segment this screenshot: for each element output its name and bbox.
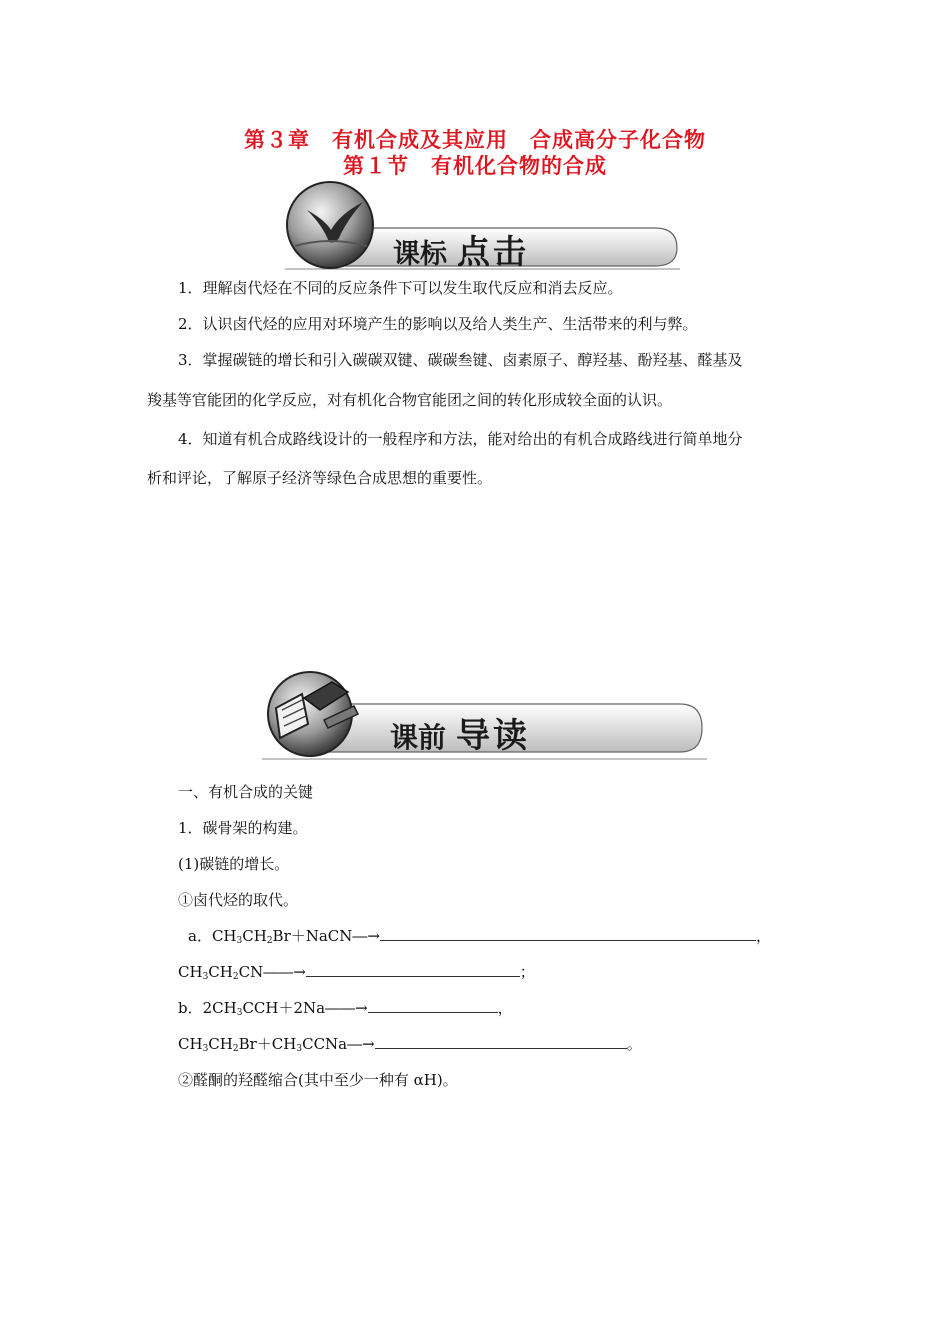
objective-2: 2．认识卤代烃的应用对环境产生的影响以及给人类生产、生活带来的利与弊。	[178, 315, 698, 333]
circle-item-aldol-condensation: ②醛酮的羟醛缩合(其中至少一种有 αH)。	[178, 1071, 458, 1089]
banner-course-standard	[285, 180, 680, 270]
answer-blank-b2[interactable]	[375, 1034, 627, 1049]
item-carbon-skeleton: 1．碳骨架的构建。	[178, 819, 308, 837]
subitem-chain-growth: (1)碳链的增长。	[178, 855, 290, 873]
equation-a2: $CH_3CH_2CN――\to$ ；	[178, 963, 535, 982]
equation-b2: $CH_3CH_2Br+CH_3CCNa―\to$ 。	[178, 1035, 642, 1054]
banner-preview-reading	[262, 668, 707, 762]
circle-item-halide-substitution: ①卤代烃的取代。	[178, 891, 299, 909]
equation-a1: a．$CH_3CH_2Br+NaCN―\to$ ，	[188, 927, 771, 946]
section-title: 第１节 有机化合物的合成	[343, 154, 607, 178]
answer-blank-b1[interactable]	[368, 998, 498, 1013]
answer-blank-a1[interactable]	[380, 926, 756, 941]
objective-4-cont: 析和评论，了解原子经济等绿色合成思想的重要性。	[147, 469, 493, 487]
objective-3-cont: 羧基等官能团的化学反应，对有机化合物官能团之间的转化形成较全面的认识。	[147, 391, 673, 409]
banner-preview-reading-label: 课前 导读	[390, 716, 531, 756]
objective-3: 3．掌握碳链的增长和引入碳碳双键、碳碳叁键、卤素原子、醇羟基、酚羟基、醛基及	[178, 351, 743, 369]
chapter-title: 第３章 有机合成及其应用 合成高分子化合物	[244, 128, 706, 152]
section-heading: 一、有机合成的关键	[178, 783, 314, 801]
equation-b1: b．$2CH_3CCH+2Na――\to$ ，	[178, 999, 513, 1018]
answer-blank-a2[interactable]	[306, 962, 520, 977]
objective-4: 4．知道有机合成路线设计的一般程序和方法，能对给出的有机合成路线进行简单地分	[178, 430, 743, 448]
banner-course-standard-label: 课标 点击	[393, 232, 529, 271]
objective-1: 1．理解卤代烃在不同的反应条件下可以发生取代反应和消去反应。	[178, 279, 623, 297]
